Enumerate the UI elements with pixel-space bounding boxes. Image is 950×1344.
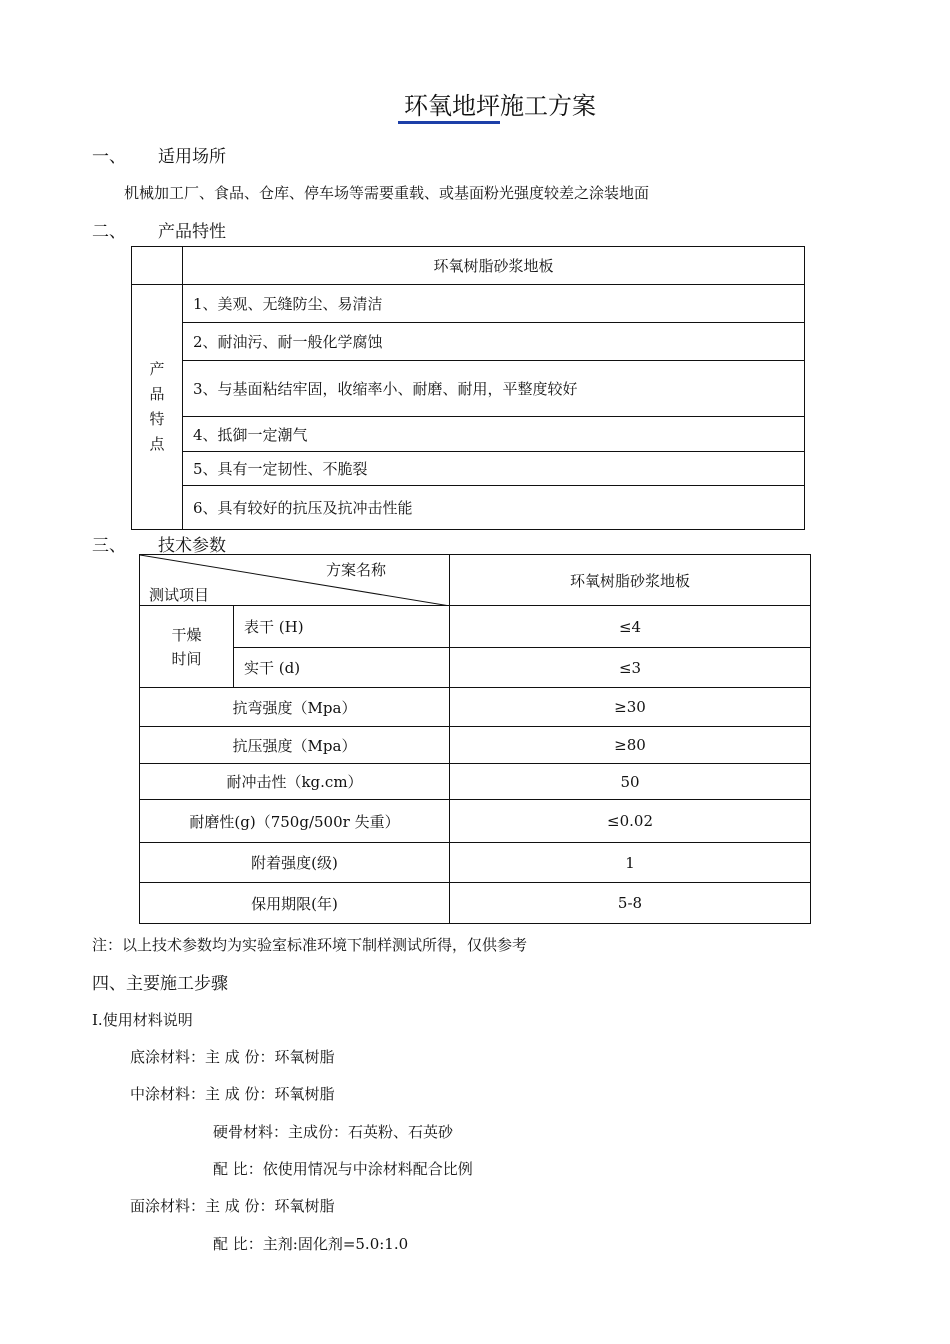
section-3-number: 三、 bbox=[92, 536, 126, 556]
param-item: 抗弯强度（Mpa） bbox=[140, 688, 450, 727]
feature-row: 6、具有较好的抗压及抗冲击性能 bbox=[183, 486, 805, 530]
section-1-number: 一、 bbox=[92, 147, 126, 167]
section-3-title: 技术参数 bbox=[158, 536, 226, 556]
material-line: 配 比：依使用情况与中涂材料配合比例 bbox=[213, 1160, 473, 1178]
feature-row: 5、具有一定韧性、不脆裂 bbox=[183, 452, 805, 486]
diag-top-label: 方案名称 bbox=[326, 561, 387, 579]
tech-params-table bbox=[139, 554, 811, 924]
param-item: 抗压强度（Mpa） bbox=[140, 727, 450, 764]
param-item: 耐磨性(g)（750g/500r 失重） bbox=[140, 800, 450, 843]
section-4-title: 四、主要施工步骤 bbox=[92, 974, 228, 994]
param-value: 5-8 bbox=[450, 883, 811, 924]
param-value: 50 bbox=[450, 764, 811, 800]
title-underline bbox=[398, 121, 500, 124]
param-value: ≤4 bbox=[450, 606, 811, 648]
param-value: ≤3 bbox=[450, 648, 811, 688]
document-title: 环氧地坪施工方案 bbox=[404, 92, 596, 120]
param-value: ≤0.02 bbox=[450, 800, 811, 843]
param-item: 耐冲击性（kg.cm） bbox=[140, 764, 450, 800]
param-value: ≥30 bbox=[450, 688, 811, 727]
param-value: 1 bbox=[450, 843, 811, 883]
section-1-text: 机械加工厂、食品、仓库、停车场等需要重载、或基面粉光强度较差之涂装地面 bbox=[124, 184, 650, 202]
section-1-title: 适用场所 bbox=[158, 147, 226, 167]
section-2-number: 二、 bbox=[92, 222, 126, 242]
material-line: 底涂材料：主 成 份：环氧树脂 bbox=[130, 1048, 335, 1066]
param-value: ≥80 bbox=[450, 727, 811, 764]
feature-row: 4、抵御一定潮气 bbox=[183, 417, 805, 452]
features-side-label: 产 品 特 点 bbox=[132, 285, 183, 530]
material-line: 中涂材料：主 成 份：环氧树脂 bbox=[130, 1085, 335, 1103]
feature-row: 1、美观、无缝防尘、易清洁 bbox=[183, 285, 805, 323]
param-item: 表干 (H) bbox=[234, 606, 450, 648]
material-line: 配 比：主剂:固化剂=5.0:1.0 bbox=[213, 1235, 409, 1253]
diag-bottom-label: 测试项目 bbox=[149, 586, 210, 604]
param-item: 附着强度(级) bbox=[140, 843, 450, 883]
tech-col-header: 环氧树脂砂浆地板 bbox=[450, 555, 811, 606]
section-2-title: 产品特性 bbox=[158, 222, 226, 242]
param-item: 实干 (d) bbox=[234, 648, 450, 688]
note-text: 注：以上技术参数均为实验室标准环境下制样测试所得，仅供参考 bbox=[92, 936, 528, 954]
feature-row: 2、耐油污、耐一般化学腐蚀 bbox=[183, 323, 805, 361]
features-header: 环氧树脂砂浆地板 bbox=[183, 247, 805, 285]
material-line: 面涂材料：主 成 份：环氧树脂 bbox=[130, 1197, 335, 1215]
diagonal-header-cell bbox=[140, 555, 450, 606]
materials-heading: Ⅰ.使用材料说明 bbox=[92, 1011, 193, 1029]
feature-row: 3、与基面粘结牢固，收缩率小、耐磨、耐用，平整度较好 bbox=[183, 361, 805, 417]
features-table bbox=[131, 246, 805, 530]
dry-time-label: 干燥 时间 bbox=[140, 606, 234, 688]
material-line: 硬骨材料：主成份：石英粉、石英砂 bbox=[213, 1123, 454, 1141]
param-item: 保用期限(年) bbox=[140, 883, 450, 924]
features-corner-cell bbox=[132, 247, 183, 285]
